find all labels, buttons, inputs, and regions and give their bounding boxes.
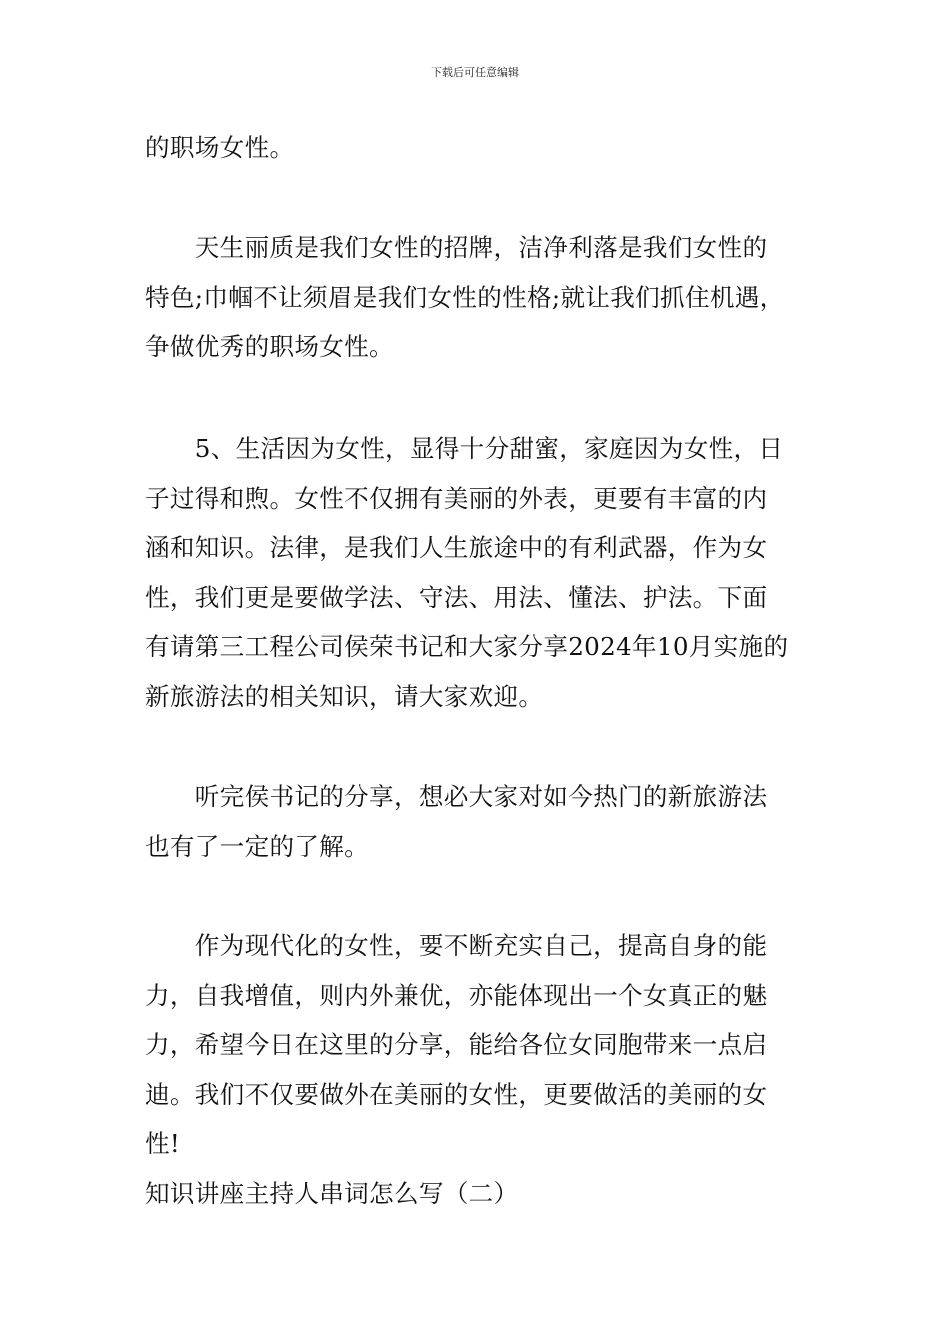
paragraph-4 [145,772,813,871]
paragraph-line: 天生丽质是我们女性的招牌，洁净利落是我们女性的 [145,233,768,262]
page-header: 下载后可任意编辑 [431,66,519,79]
paragraph-line: 力，希望今日在这里的分享，能给各位女同胞带来一点启 [145,1030,768,1059]
paragraph-line: 有请第三工程公司侯荣书记和大家分享2024年10月实施的 [145,632,789,661]
paragraph-line: 的职场女性。 [145,133,295,162]
paragraph-1 [145,123,813,173]
paragraph-line: 新旅游法的相关知识，请大家欢迎。 [145,681,544,711]
paragraph-line: 涵和知识。法律，是我们人生旅途中的有利武器，作为女 [145,533,768,562]
paragraph-3 [145,424,813,721]
paragraph-line: 听完侯书记的分享，想必大家对如今热门的新旅游法 [145,782,768,811]
paragraph-5 [145,921,813,1218]
paragraph-line: 力，自我增值，则内外兼优，亦能体现出一个女真正的魅 [145,980,768,1010]
paragraph-line: 5、生活因为女性，显得十分甜蜜，家庭因为女性，日 [145,434,784,463]
paragraph-line: 也有了一定的了解。 [145,831,370,861]
section-heading: 知识讲座主持人串词怎么写（二） [145,1178,519,1208]
paragraph-line: 性! [145,1129,181,1158]
paragraph-line: 争做优秀的职场女性。 [145,332,394,361]
paragraph-line: 作为现代化的女性，要不断充实自己，提高自身的能 [145,931,768,960]
paragraph-line: 性，我们更是要做学法、守法、用法、懂法、护法。下面 [145,582,768,612]
paragraph-line: 子过得和煦。女性不仅拥有美丽的外表，更要有丰富的内 [145,483,768,513]
paragraph-line: 特色;巾帼不让须眉是我们女性的性格;就让我们抓住机遇， [145,282,785,312]
paragraph-2 [145,223,813,372]
paragraph-line: 迪。我们不仅要做外在美丽的女性，更要做活的美丽的女 [145,1079,768,1109]
